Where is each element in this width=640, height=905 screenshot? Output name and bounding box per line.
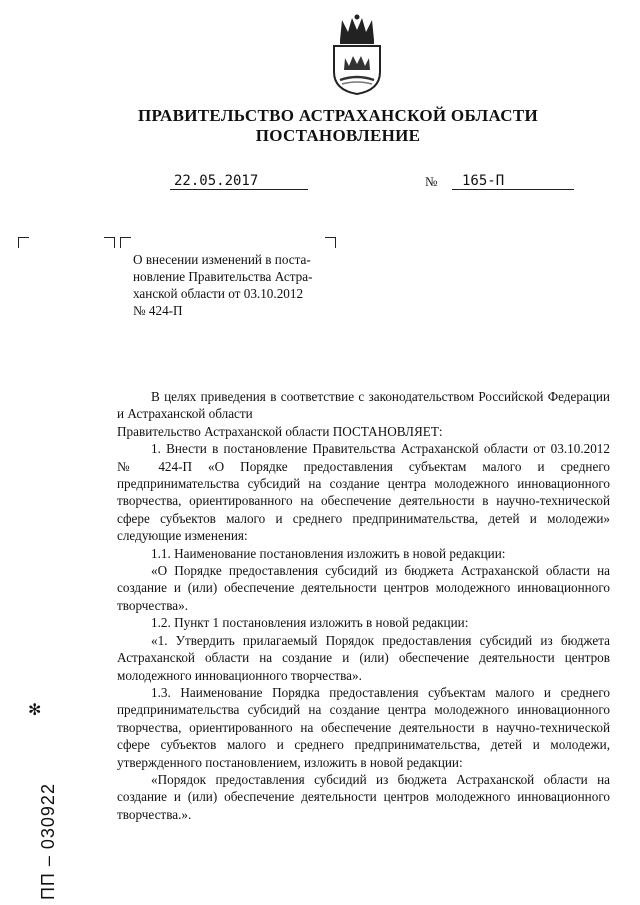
body-paragraph: «1. Утвердить прилагаемый Порядок предоставления субсидий из бюджета Астраханской области на создание и (или) обеспечение деятельности центров молодежного инновационного творчества».: [117, 632, 610, 683]
coat-of-arms-icon: [328, 14, 386, 96]
asterisk-icon: ✻: [28, 702, 42, 719]
document-type-title: ПОСТАНОВЛЕНИЕ: [255, 126, 421, 145]
body-paragraph: «Порядок предоставления субсидий из бюджета Астраханской области на создание и (или) обеспечение деятельности центров молодежного инновационного творчества.».: [117, 771, 610, 822]
corner-mark: [325, 237, 336, 248]
corner-mark: [18, 237, 29, 248]
decree-subject: [133, 251, 333, 319]
subject-line: О внесении изменений в поста-: [133, 252, 311, 267]
body-paragraph: Правительство Астраханской области ПОСТАНОВЛЯЕТ:: [117, 423, 443, 439]
body-paragraph: «О Порядке предоставления субсидий из бюджета Астраханской области на создание и (или) обеспечение деятельности центров молодежного инновационного творчества».: [117, 563, 610, 613]
decree-date: 22.05.2017: [170, 173, 308, 190]
subject-line: ханской области от 03.10.2012: [133, 286, 304, 301]
body-paragraph: 1. Внести в постановление Правительства Астраханской области от 03.10.2012 № 424-П «О Порядке предоставления субъектам малого и среднего предпринимательства субсидий на создание центра молодежного инновационного творчества, ориентированного на обеспечение деятельности в научно-технической сфере субъектов малого и среднего предпринимательства, детей и молодежи» следующие изменения:: [117, 441, 610, 544]
decree-number: 165-П: [452, 173, 574, 190]
body-paragraph: 1.1. Наименование постановления изложить в новой редакции:: [151, 545, 506, 561]
serial-number: ПП – 030922: [38, 783, 58, 900]
decree-body: [117, 388, 610, 823]
number-label: №: [425, 174, 438, 189]
subject-line: новление Правительства Астра-: [133, 269, 313, 284]
corner-mark: [120, 237, 131, 248]
body-paragraph: 1.3. Наименование Порядка предоставления субъектам малого и среднего предпринимательства субсидий на создание центра молодежного инновационного творчества, ориентированного на обеспечение деятельности в научно-технической сфере субъектов малого и среднего предпринимательства, детей и молодежи, утвержденного постановлением, изложить в новой редакции:: [117, 684, 610, 770]
body-paragraph: В целях приведения в соответствие с законодательством Российской Федерации и Астраханской области: [117, 389, 610, 422]
body-paragraph: 1.2. Пункт 1 постановления изложить в новой редакции:: [151, 615, 469, 631]
corner-mark: [104, 237, 115, 248]
subject-line: № 424-П: [133, 303, 183, 318]
organization-title: ПРАВИТЕЛЬСТВО АСТРАХАНСКОЙ ОБЛАСТИ: [138, 106, 538, 125]
side-serial-mark: [18, 700, 58, 900]
